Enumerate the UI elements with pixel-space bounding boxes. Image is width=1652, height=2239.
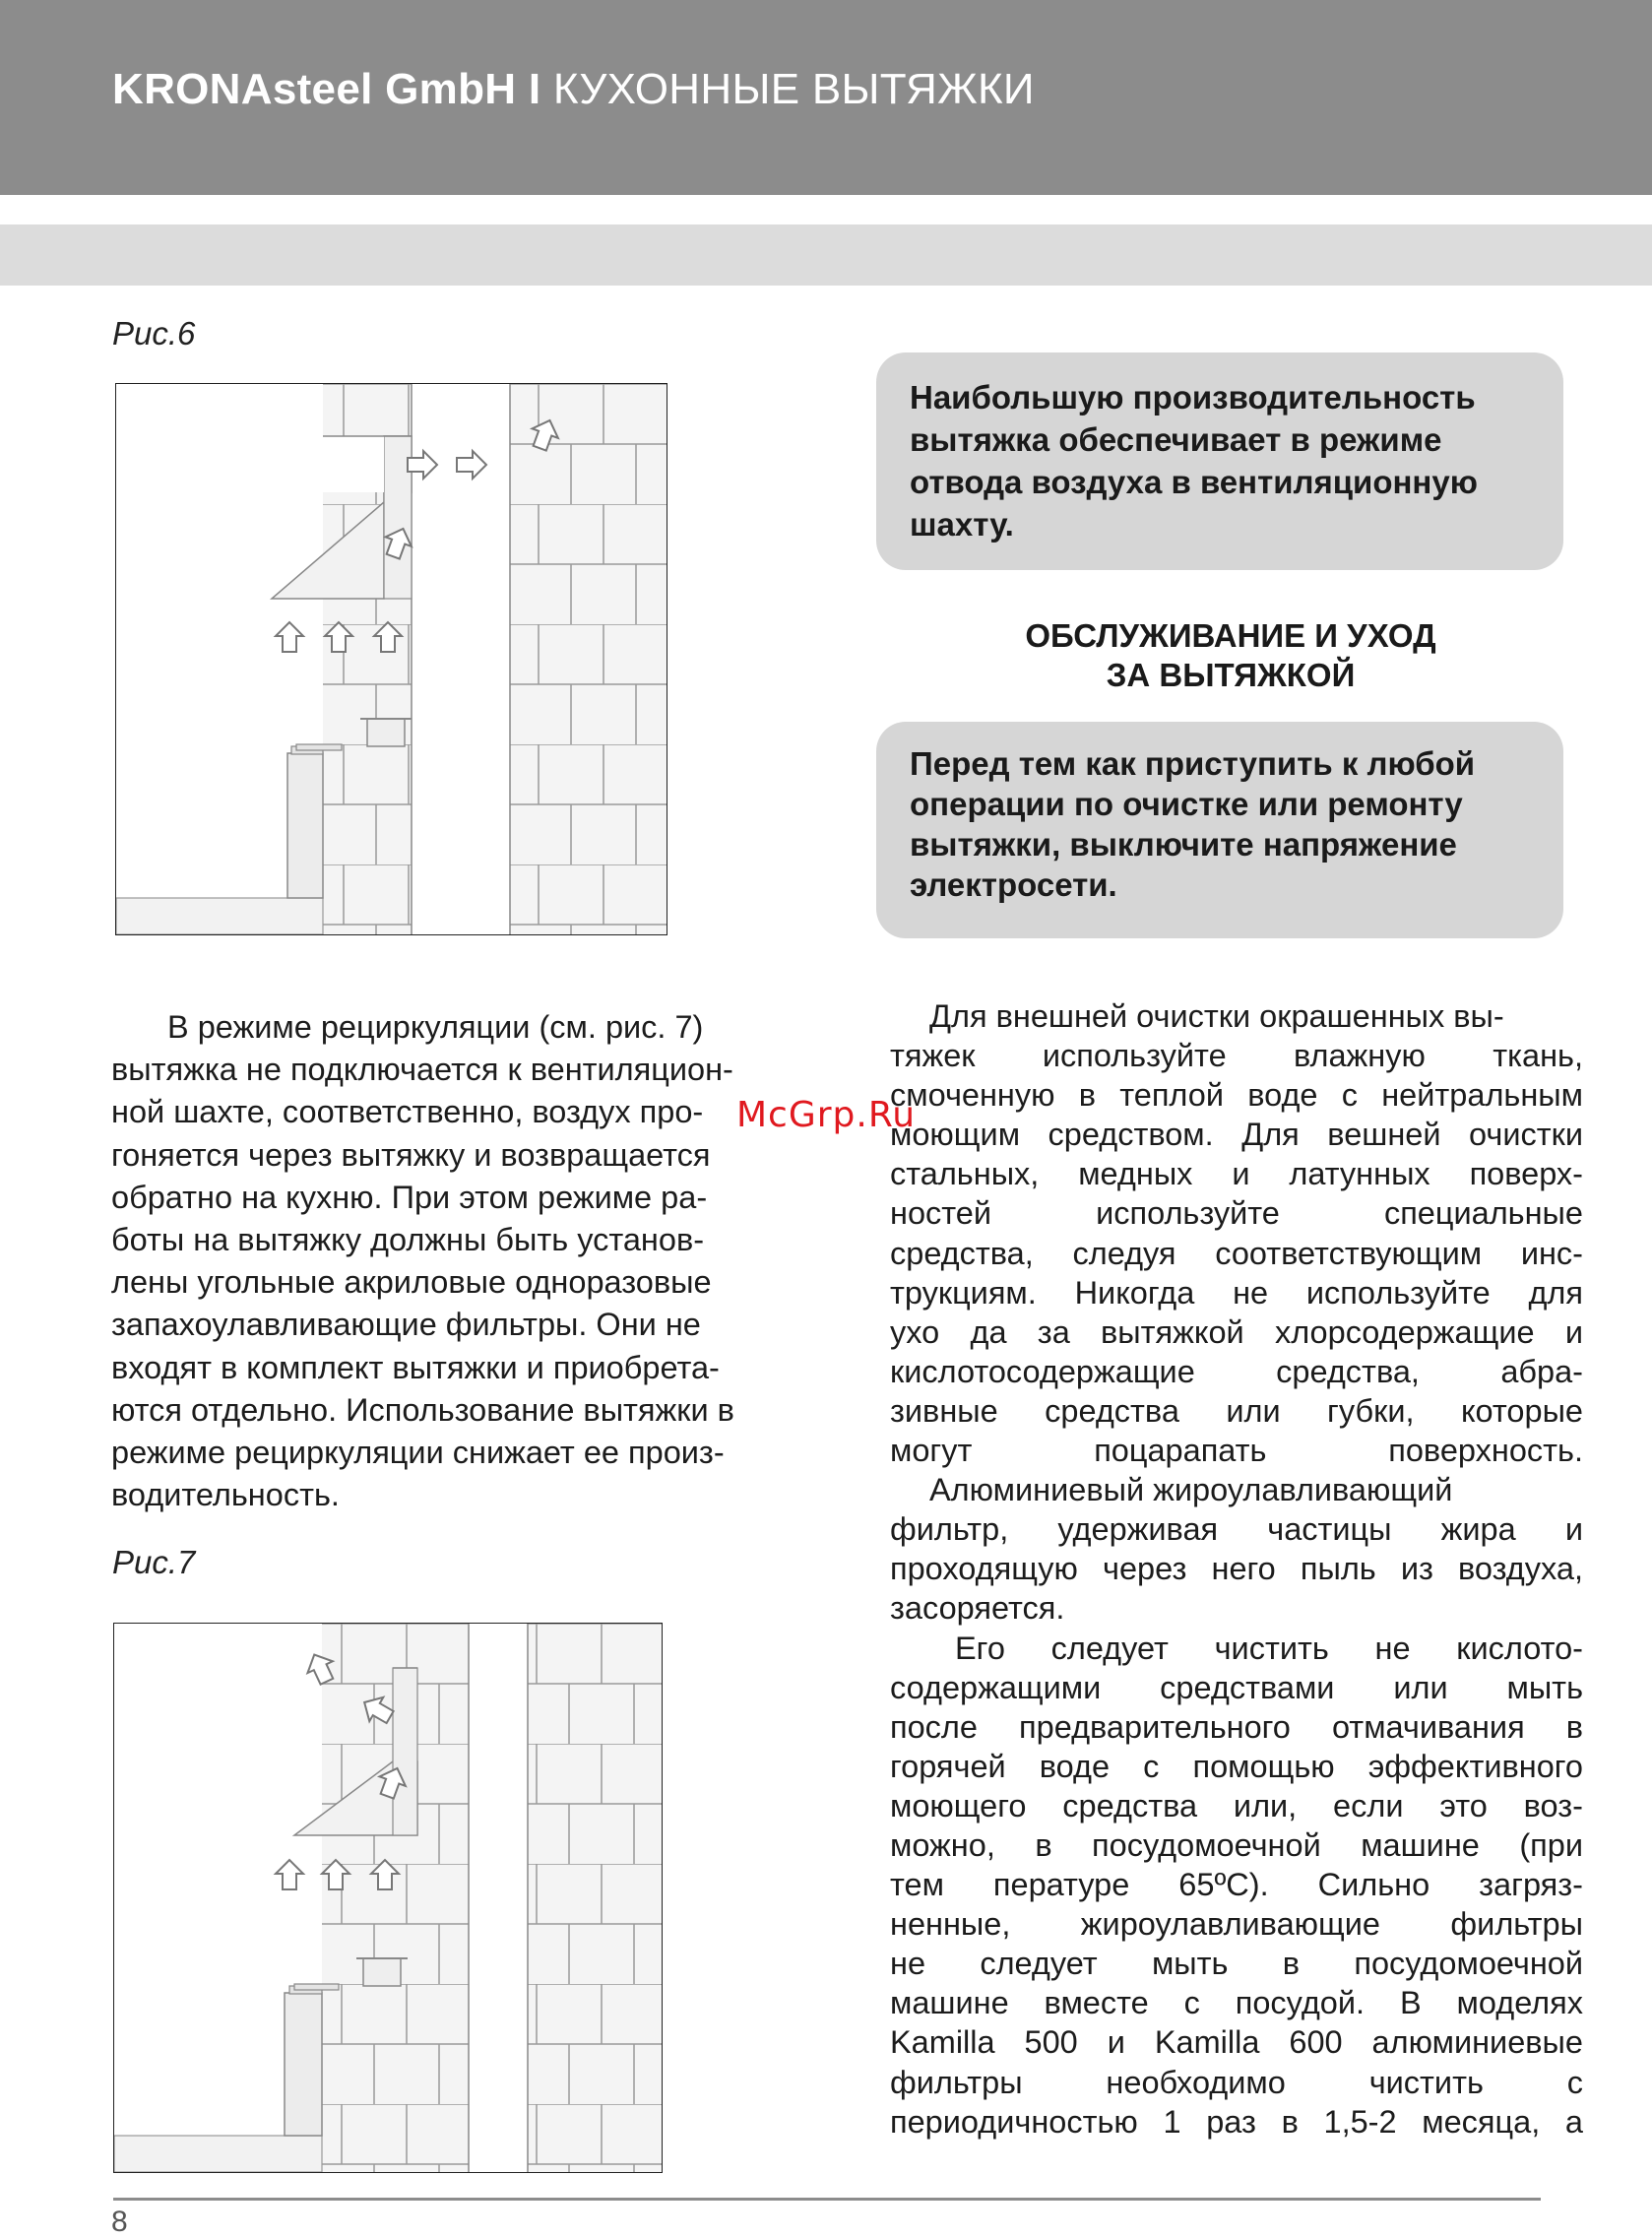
- text-line: запахоулавливающие фильтры. Они не: [111, 1307, 701, 1343]
- text-line: Его следует чистить не кислото-: [955, 1630, 1583, 1666]
- text-line: моющим средством. Для вешней очистки: [890, 1117, 1583, 1153]
- section-title-line1: ОБСЛУЖИВАНИЕ И УХОД: [1025, 617, 1436, 654]
- text-line: лены угольные акриловые одноразовые: [111, 1264, 712, 1301]
- text-line: ной шахте, соответственно, воздух про-: [111, 1094, 704, 1130]
- text-line: проходящую через него пыль из воздуха,: [890, 1551, 1583, 1587]
- fig7-label: Рис.7: [112, 1544, 196, 1580]
- text-line: фильтр, удерживая частицы жира и: [890, 1511, 1583, 1548]
- text-line: можно, в посудомоечной машине (при: [890, 1826, 1583, 1863]
- fig7-illustration: [113, 1623, 663, 2173]
- header-band: [0, 0, 1652, 195]
- text-line: ются отдельно. Использование вытяжки в: [111, 1391, 734, 1428]
- text-line: содержащими средствами или мыть: [890, 1669, 1583, 1705]
- fig7-drawing: [114, 1624, 662, 2172]
- recirculation-paragraph: [111, 1006, 800, 1516]
- text-line: ненные, жироулавливающие фильтры: [890, 1906, 1583, 1943]
- text-line: стальных, медных и латунных поверх-: [890, 1156, 1583, 1192]
- safety-note: Перед тем как приступить к любой операции по очистке или ремонту вытяжки, выключите напряжение электросети.: [876, 722, 1563, 938]
- text-line: вытяжка не подключается к вентиляцион-: [111, 1052, 733, 1088]
- fig6-drawing: [116, 384, 667, 934]
- text-line: периодичностью 1 раз в 1,5-2 месяца, а: [890, 2103, 1583, 2140]
- text-line: средства, следуя соответствующим инс-: [890, 1235, 1583, 1271]
- text-line: могут поцарапать поверхность.: [890, 1433, 1583, 1469]
- section-title-line2: ЗА ВЫТЯЖКОЙ: [1106, 657, 1356, 693]
- text-line: водительность.: [111, 1477, 340, 1513]
- text-line: после предварительного отмачивания в: [890, 1708, 1583, 1745]
- text-line: кислотосодержащие средства, абра-: [890, 1353, 1583, 1389]
- page-number: 8: [111, 2206, 128, 2238]
- text-line: трукциям. Никогда не используйте для: [890, 1274, 1583, 1311]
- text-line: не следует мыть в посудомоечной: [890, 1946, 1583, 1982]
- text-line: режиме рециркуляции снижает ее произ-: [111, 1435, 725, 1471]
- text-line: Kamilla 500 и Kamilla 600 алюминиевые: [890, 2024, 1583, 2061]
- text-line: горячей воде с помощью эффективного: [890, 1748, 1583, 1784]
- watermark-link[interactable]: McGrp.Ru: [736, 1095, 917, 1135]
- text-line: обратно на кухню. При этом режиме ра-: [111, 1179, 708, 1215]
- fig6-illustration: [115, 383, 667, 935]
- text-line: боты на вытяжку должны быть установ-: [111, 1222, 705, 1258]
- cleaning-paragraph: [890, 996, 1583, 2142]
- text-line: смоченную в теплой воде с нейтральным: [890, 1077, 1583, 1114]
- text-line: ностей используйте специальные: [890, 1195, 1583, 1232]
- performance-note: Наибольшую производительность вытяжка обеспечивает в режиме отвода воздуха в вентиляционную шахту.: [876, 352, 1563, 570]
- text-line: зивные средства или губки, которые: [890, 1392, 1583, 1429]
- text-line: машине вместе с посудой. В моделях: [890, 1985, 1583, 2021]
- text-line: Для внешней очистки окрашенных вы-: [929, 998, 1504, 1034]
- header-subbar: [0, 224, 1652, 286]
- text-line: ухо да за вытяжкой хлорсодержащие и: [890, 1313, 1583, 1350]
- brand-name: KRONAsteel GmbH I: [112, 65, 541, 113]
- text-line: входят в комплект вытяжки и приобрета-: [111, 1349, 720, 1385]
- text-line: тяжек используйте влажную ткань,: [890, 1038, 1583, 1074]
- text-line: тем пературе 65ºC). Сильно загряз-: [890, 1867, 1583, 1903]
- text-line: В режиме рециркуляции (см. рис. 7): [167, 1009, 704, 1045]
- text-line: фильтры необходимо чистить с: [890, 2064, 1583, 2100]
- footer-divider: [113, 2198, 1541, 2201]
- document-title: КУХОННЫЕ ВЫТЯЖКИ: [552, 65, 1035, 113]
- text-line: засоряется.: [890, 1590, 1065, 1627]
- text-line: гоняется через вытяжку и возвращается: [111, 1136, 711, 1173]
- fig6-label: Рис.6: [112, 315, 196, 352]
- section-title: [916, 616, 1546, 695]
- text-line: Алюминиевый жироулавливающий: [929, 1472, 1453, 1508]
- header-title: [112, 65, 1035, 114]
- text-line: моющего средства или, если это воз-: [890, 1787, 1583, 1823]
